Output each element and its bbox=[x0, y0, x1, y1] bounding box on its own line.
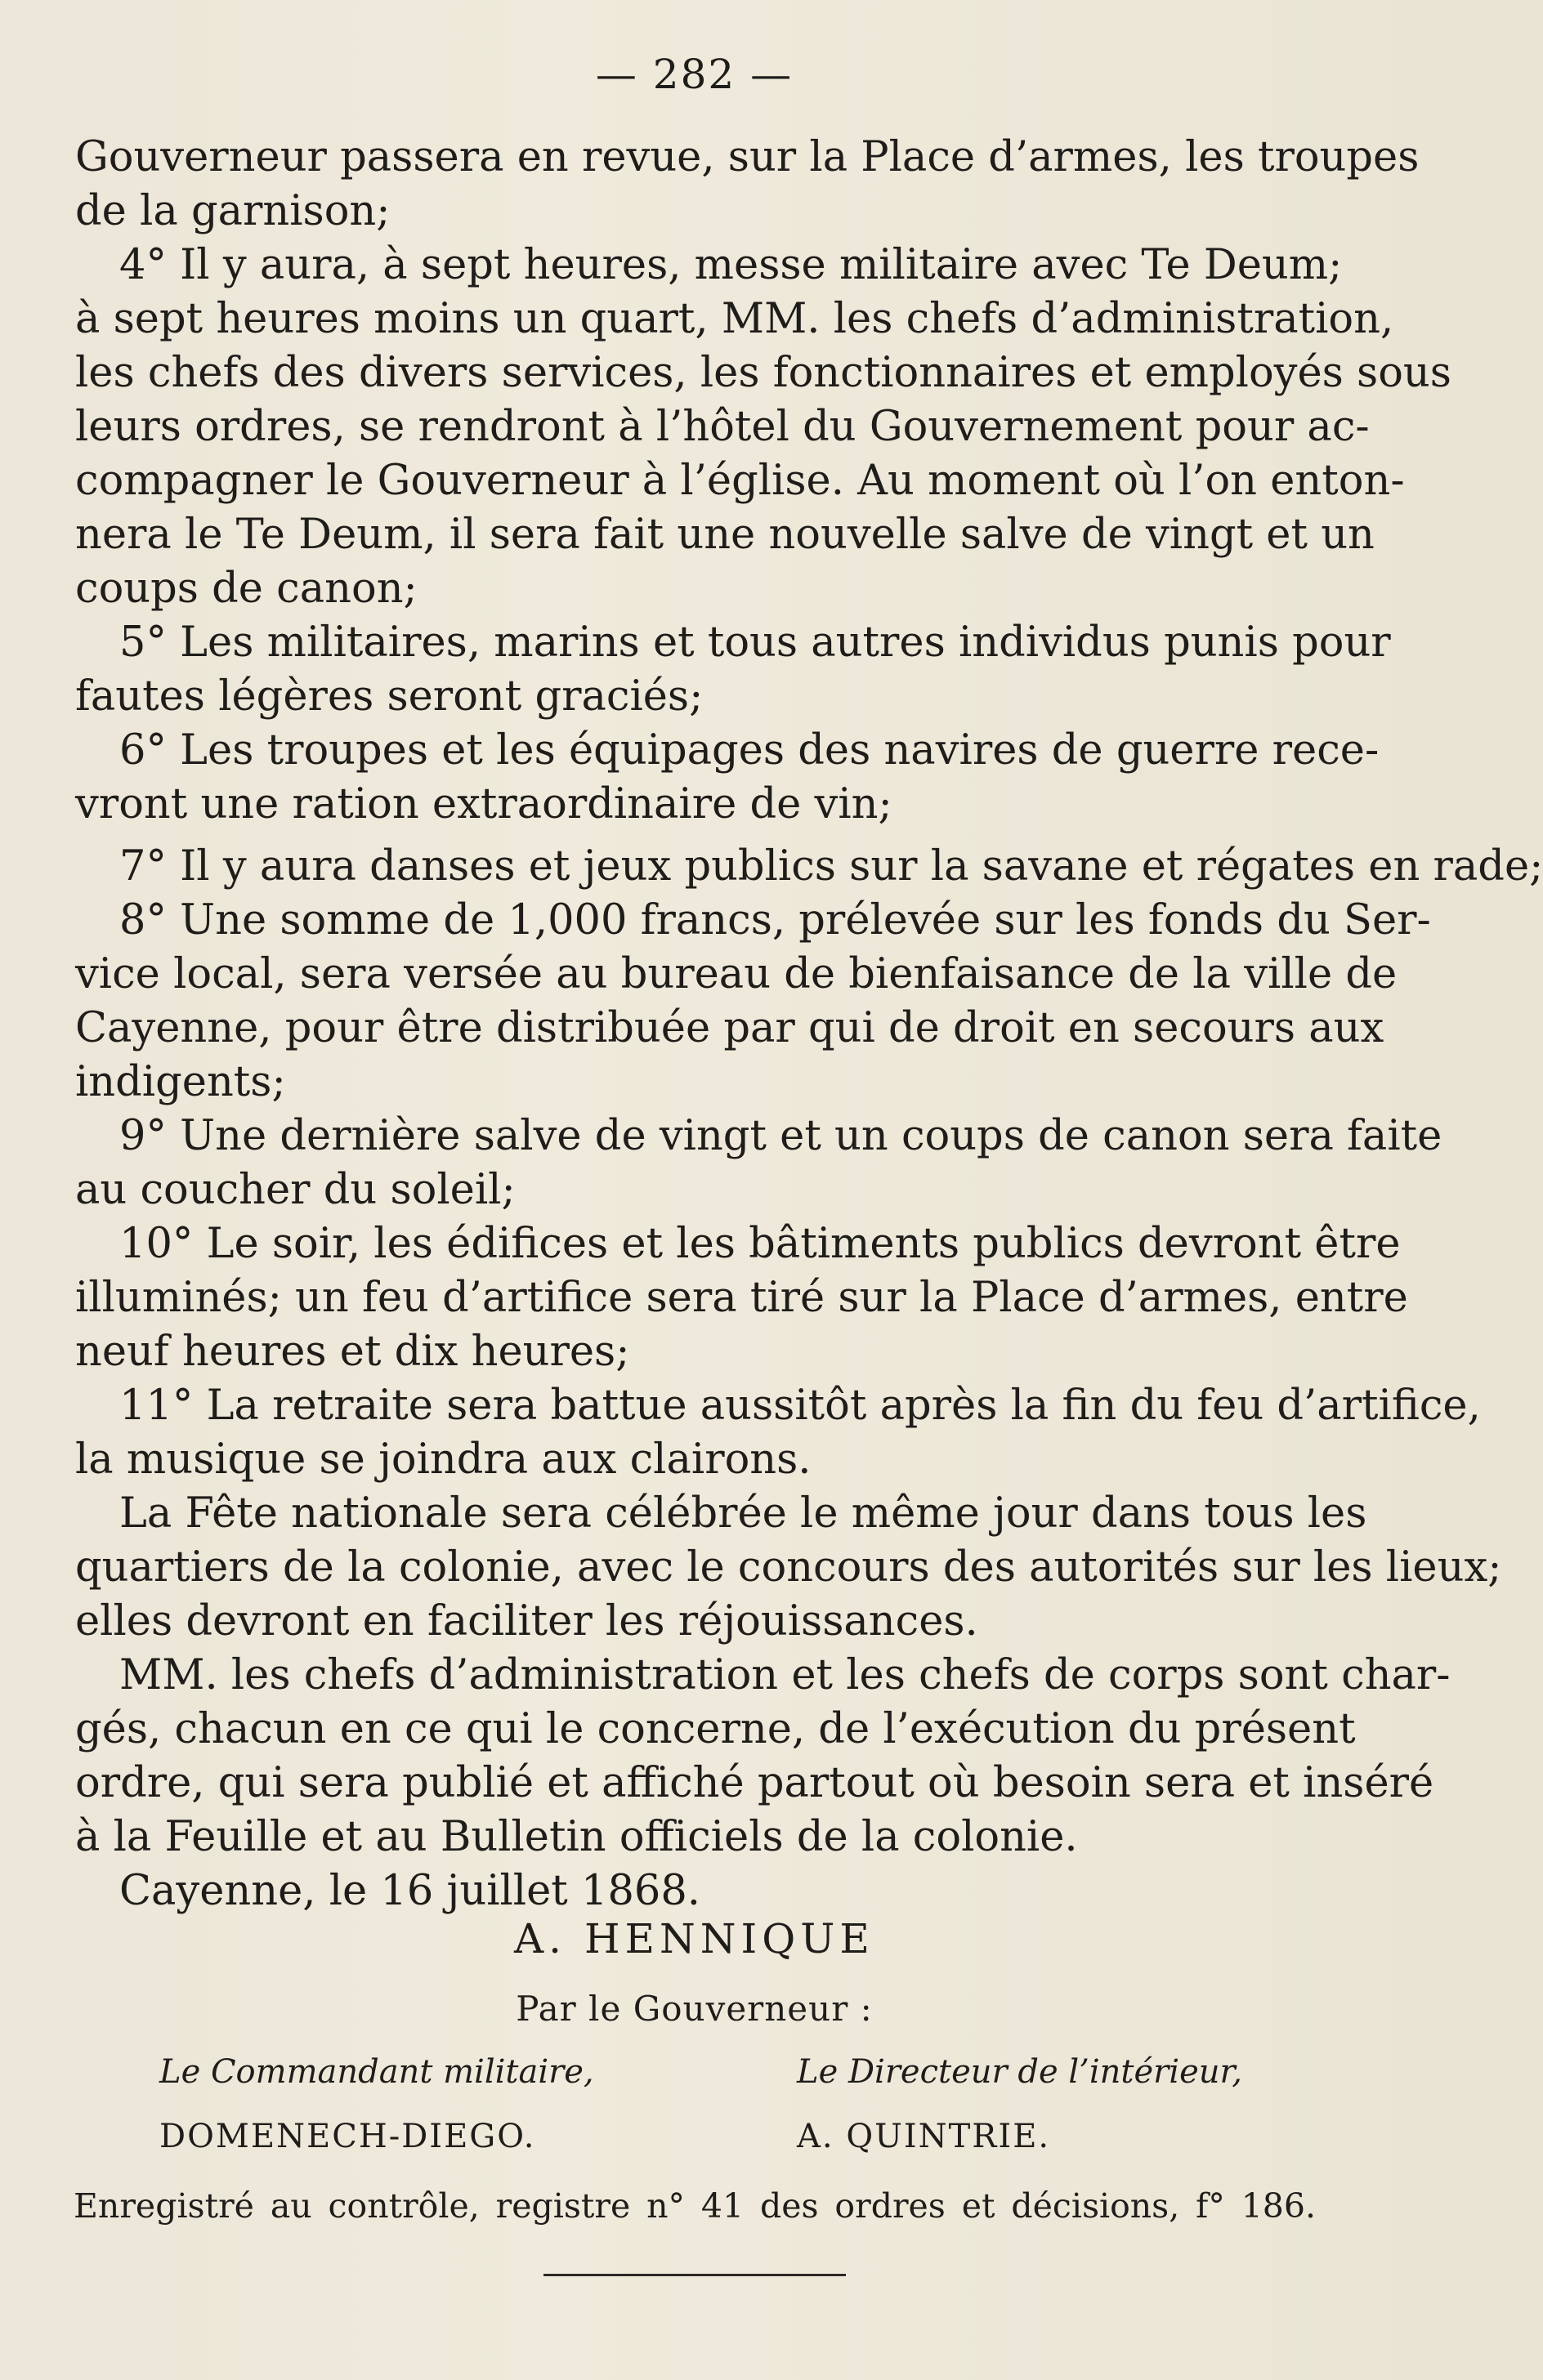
text-line: à sept heures moins un quart, MM. les chefs d’administration, bbox=[75, 295, 1394, 343]
directeur-name: A. QUINTRIE. bbox=[797, 2118, 1051, 2155]
text-line: les chefs des divers services, les fonctionnaires et employés sous bbox=[75, 349, 1451, 397]
directeur-title: Le Directeur de l’intérieur, bbox=[797, 2053, 1242, 2091]
text-line: coups de canon; bbox=[75, 565, 418, 613]
text-line: 5° Les militaires, marins et tous autres individus punis pour bbox=[119, 618, 1391, 667]
body-text bbox=[75, 131, 1543, 1918]
text-line: compagner le Gouverneur à l’église. Au moment où l’on enton- bbox=[75, 457, 1405, 505]
par-le-gouverneur: Par le Gouverneur : bbox=[516, 1989, 873, 2029]
text-line: 8° Une somme de 1,000 francs, prélevée sur les fonds du Ser- bbox=[119, 896, 1431, 944]
text-line: 11° La retraite sera battue aussitôt après la fin du feu d’artifice, bbox=[119, 1382, 1481, 1430]
text-line: la musique se joindra aux clairons. bbox=[75, 1436, 812, 1484]
text-line: à la Feuille et au Bulletin officiels de la colonie. bbox=[75, 1813, 1078, 1861]
commandant-name: DOMENECH-DIEGO. bbox=[159, 2118, 536, 2155]
text-line: nera le Te Deum, il sera fait une nouvelle salve de vingt et un bbox=[75, 511, 1375, 559]
text-line: MM. les chefs d’administration et les chefs de corps sont char- bbox=[119, 1651, 1451, 1699]
text-line: 9° Une dernière salve de vingt et un coups de canon sera faite bbox=[119, 1112, 1442, 1160]
text-line: elles devront en faciliter les réjouissances. bbox=[75, 1597, 978, 1645]
text-line: vice local, sera versée au bureau de bienfaisance de la ville de bbox=[75, 950, 1398, 998]
text-line: quartiers de la colonie, avec le concours des autorités sur les lieux; bbox=[75, 1543, 1502, 1592]
text-line: de la garnison; bbox=[75, 187, 391, 235]
page-number: — 282 — bbox=[595, 51, 794, 98]
text-line: Cayenne, pour être distribuée par qui de droit en secours aux bbox=[75, 1004, 1384, 1052]
text-line: vront une ration extraordinaire de vin; bbox=[75, 780, 892, 828]
closing-rule bbox=[543, 2274, 846, 2276]
date-line: Cayenne, le 16 juillet 1868. bbox=[119, 1867, 701, 1915]
text-line: gés, chacun en ce qui le concerne, de l’exécution du présent bbox=[75, 1705, 1356, 1753]
text-line: leurs ordres, se rendront à l’hôtel du Gouvernement pour ac- bbox=[75, 403, 1370, 451]
registration-note: Enregistré au contrôle, registre n° 41 des ordres et décisions, f° 186. bbox=[74, 2186, 1316, 2226]
text-line: au coucher du soleil; bbox=[75, 1166, 516, 1214]
text-line: neuf heures et dix heures; bbox=[75, 1328, 630, 1376]
text-line: indigents; bbox=[75, 1058, 286, 1106]
commandant-title: Le Commandant militaire, bbox=[159, 2053, 594, 2091]
text-line: ordre, qui sera publié et affiché partout où besoin sera et inséré bbox=[75, 1759, 1434, 1807]
text-line: La Fête nationale sera célébrée le même jour dans tous les bbox=[119, 1489, 1367, 1538]
text-line: 7° Il y aura danses et jeux publics sur la savane et régates en rade; bbox=[119, 842, 1543, 891]
text-line: Gouverneur passera en revue, sur la Place d’armes, les troupes bbox=[75, 133, 1420, 181]
text-line: 4° Il y aura, à sept heures, messe militaire avec Te Deum; bbox=[119, 241, 1343, 289]
text-line: 6° Les troupes et les équipages des navires de guerre rece- bbox=[119, 726, 1380, 775]
text-line: illuminés; un feu d’artifice sera tiré sur la Place d’armes, entre bbox=[75, 1274, 1408, 1322]
text-line: 10° Le soir, les édifices et les bâtiments publics devront être bbox=[119, 1220, 1401, 1268]
governor-signature: A. HENNIQUE bbox=[514, 1915, 874, 1962]
text-line: fautes légères seront graciés; bbox=[75, 672, 704, 721]
